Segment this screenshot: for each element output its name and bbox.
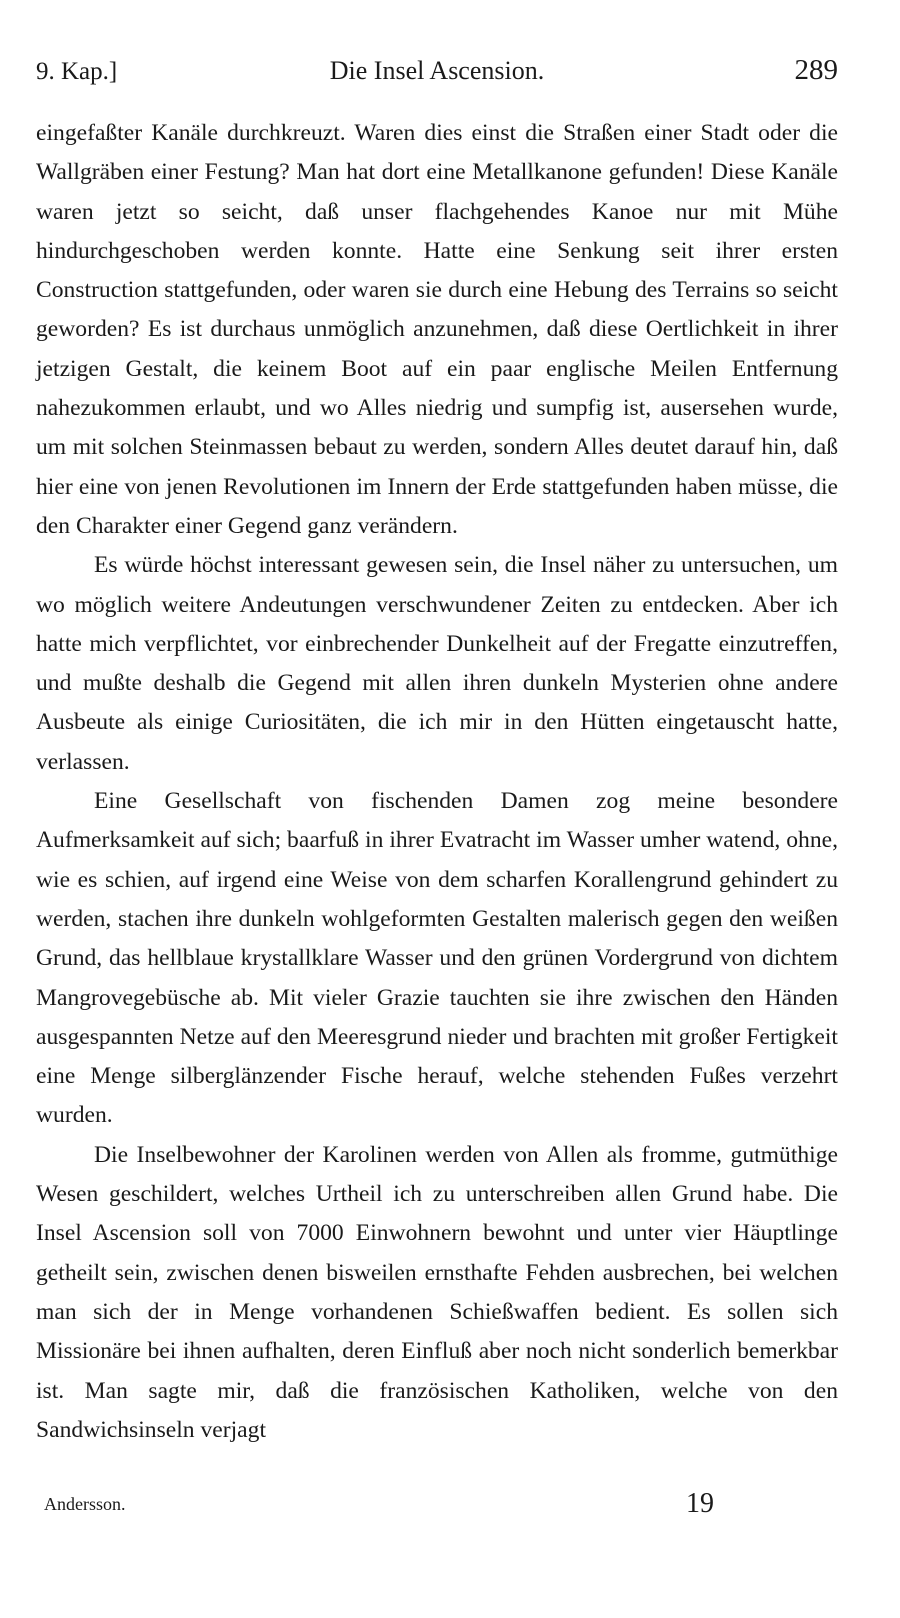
paragraph: Eine Gesellschaft von fischenden Damen zog meine besondere Aufmerksamkeit auf sich; baarfuß in ihrer Evatracht im Wasser umher watend, ohne, wie es schien, auf irgend eine Weise von dem scharfen Korallengrund gehindert zu werden, stachen ihre dunkeln wohlgeformten Gestalten malerisch gegen den weißen Grund, das hellblaue krystallklare Wasser und den grünen Vordergrund von dichtem Mangrovegebüsche ab. Mit vieler Grazie tauchten sie ihre zwischen den Händen ausgespannten Netze auf den Meeresgrund nieder und brachten mit großer Fertigkeit eine Menge silberglänzender Fische herauf, welche stehenden Fußes verzehrt wurden. (36, 788, 838, 1129)
printer-signature: Andersson. (44, 1494, 126, 1514)
running-header (36, 50, 838, 94)
chapter-marker: 9. Kap.] (36, 58, 118, 85)
sheet-number: 19 (686, 1488, 714, 1519)
paragraph-continued: eingefaßter Kanäle durchkreuzt. Waren dies einst die Straßen einer Stadt oder die Wallgräben einer Festung? Man hat dort eine Metallkanone gefunden! Diese Kanäle waren jetzt so seicht, daß unser flachgehendes Kanoe nur mit Mühe hindurchgeschoben werden konnte. Hatte eine Senkung seit ihrer ersten Construction stattgefunden, oder waren sie durch eine Hebung des Terrains so seicht geworden? Es ist durchaus unmöglich anzunehmen, daß diese Oertlichkeit in ihrer jetzigen Gestalt, die keinem Boot auf ein paar englische Meilen Entfernung nahezukommen erlaubt, und wo Alles niedrig und sumpfig ist, ausersehen wurde, um mit solchen Steinmassen bebaut zu werden, sondern Alles deutet darauf hin, daß hier eine von jenen Revolutionen im Innern der Erde stattgefunden haben müsse, die den Charakter einer Gegend ganz verändern. (36, 120, 838, 539)
paragraph: Die Inselbewohner der Karolinen werden von Allen als fromme, gutmüthige Wesen geschildert, welches Urtheil ich zu unterschreiben allen Grund habe. Die Insel Ascension soll von 7000 Einwohnern bewohnt und unter vier Häuptlinge getheilt sein, zwischen denen bisweilen ernsthafte Fehden ausbrechen, bei welchen man sich der in Menge vorhandenen Schießwaffen bedient. Es sollen sich Missionäre bei ihnen aufhalten, deren Einfluß aber noch nicht sonderlich bemerkbar ist. Man sagte mir, daß die französischen Katholiken, welche von den Sandwichsinseln verjagt (36, 1141, 838, 1443)
running-title: Die Insel Ascension. (329, 56, 545, 85)
paragraph: Es würde höchst interessant gewesen sein, die Insel näher zu untersuchen, um wo möglich weitere Andeutungen verschwundener Zeiten zu entdecken. Aber ich hatte mich verpflichtet, vor einbrechender Dunkelheit auf der Fregatte einzutreffen, und mußte deshalb die Gegend mit allen ihren dunkeln Mysterien ohne andere Ausbeute als einige Curiositäten, die ich mir in den Hütten eingetauscht hatte, verlassen. (36, 552, 838, 775)
body-text (36, 114, 838, 1450)
page-number: 289 (794, 54, 838, 86)
page-footer (36, 1488, 838, 1528)
